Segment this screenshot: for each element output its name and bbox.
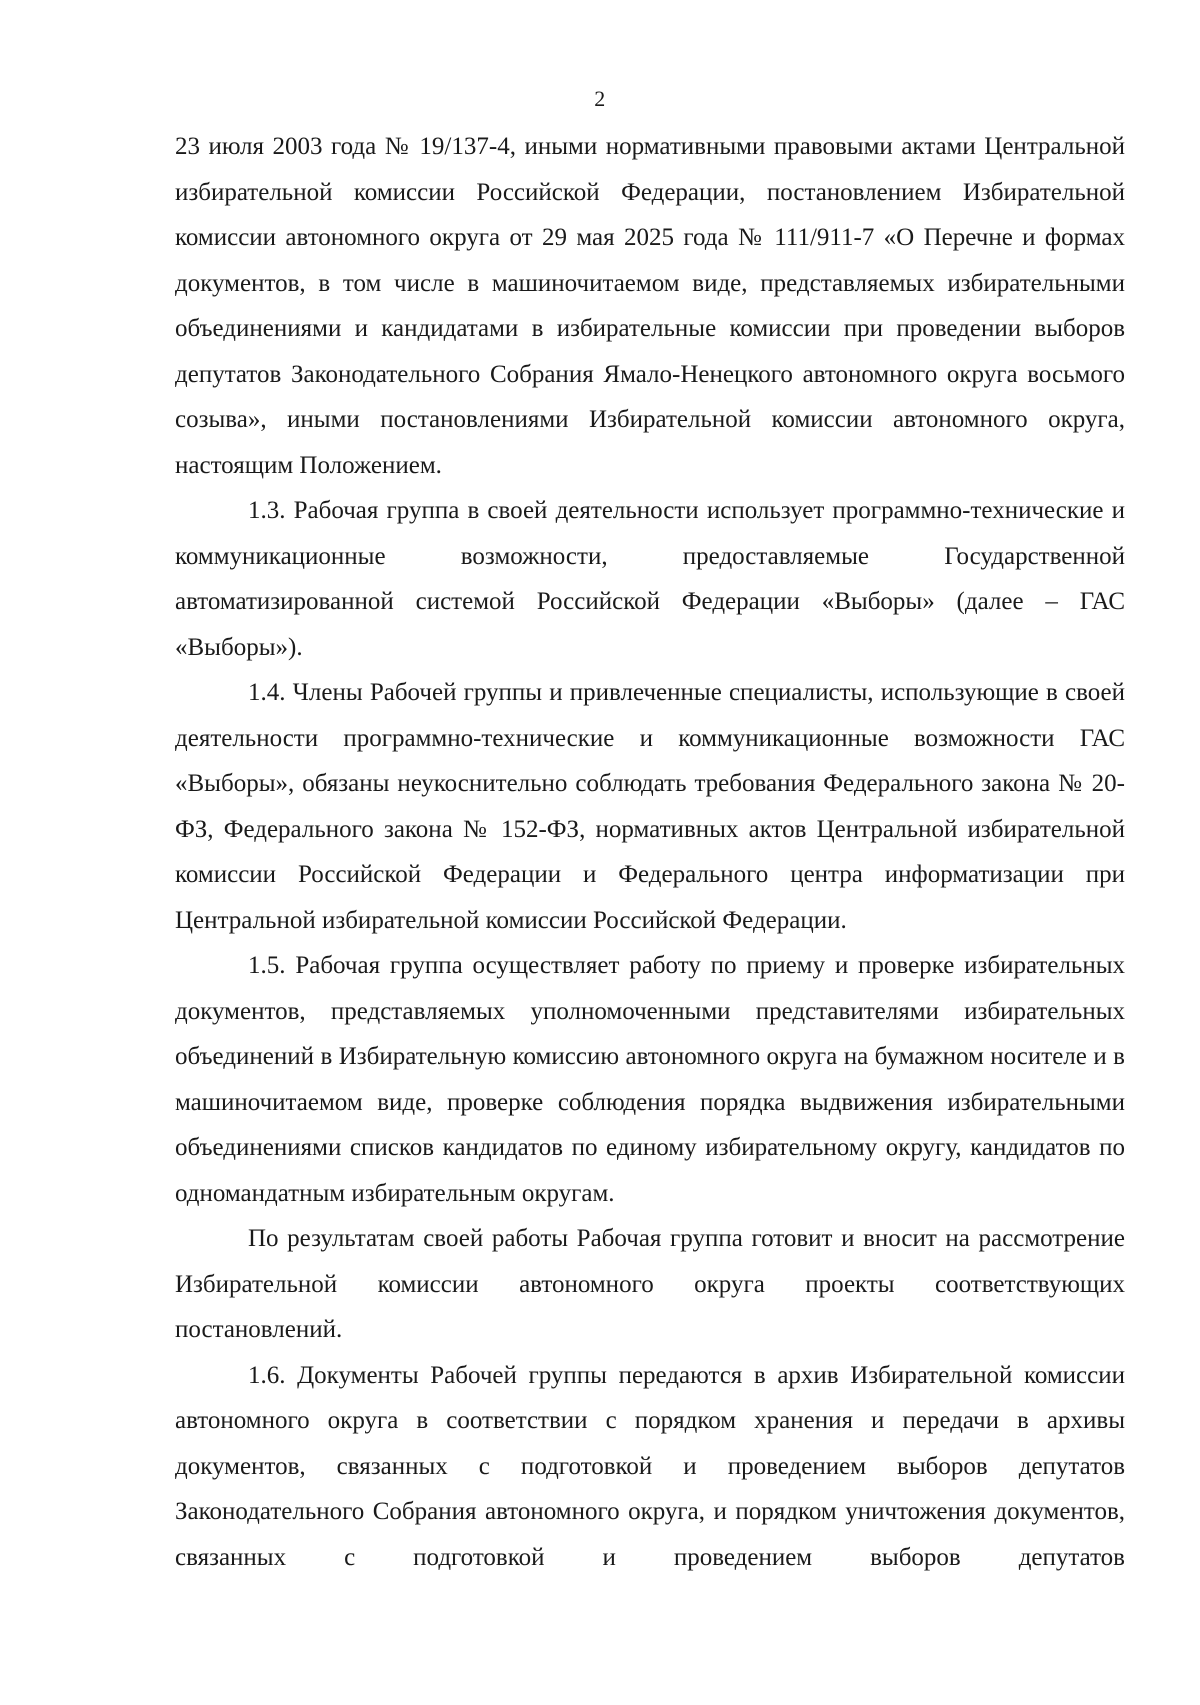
paragraph-continuation: 23 июля 2003 года № 19/137-4, иными нормативными правовыми актами Центральной избирательной комиссии Российской Федерации, постановлением Избирательной комиссии автономного округа от 29 мая 2025 года № 111/911-7 «О Перечне и формах документов, в том числе в машиночитаемом виде, представляемых избирательными объединениями и кандидатами в избирательные комиссии при проведении выборов депутатов Законодательного Собрания Ямало-Ненецкого автономного округа восьмого созыва», иными постановлениями Избирательной комиссии автономного округа, настоящим Положением. bbox=[175, 133, 1125, 479]
document-body bbox=[175, 124, 1125, 1580]
paragraph-section-1-6: 1.6. Документы Рабочей группы передаются в архив Избирательной комиссии автономного округа в соответствии с порядком хранения и передачи в архивы документов, связанных с подготовкой и проведением выборов депутатов Законодательного Собрания автономного округа, и порядком уничтожения документов, связанных с подготовкой и проведением выборов депутатов bbox=[175, 1361, 1125, 1571]
paragraph-results: По результатам своей работы Рабочая группа готовит и вносит на рассмотрение Избирательной комиссии автономного округа проекты соответствующих постановлений. bbox=[175, 1225, 1125, 1343]
page-number: 2 bbox=[594, 86, 606, 111]
paragraph-section-1-4: 1.4. Члены Рабочей группы и привлеченные специалисты, использующие в своей деятельности программно-технические и коммуникационные возможности ГАС «Выборы», обязаны неукоснительно соблюдать требования Федерального закона № 20-ФЗ, Федерального закона № 152-ФЗ, нормативных актов Центральной избирательной комиссии Российской Федерации и Федерального центра информатизации при Центральной избирательной комиссии Российской Федерации. bbox=[175, 679, 1125, 934]
paragraph-section-1-5: 1.5. Рабочая группа осуществляет работу по приему и проверке избирательных документов, представляемых уполномоченными представителями избирательных объединений в Избирательную комиссию автономного округа на бумажном носителе и в машиночитаемом виде, проверке соблюдения порядка выдвижения избирательными объединениями списков кандидатов по единому избирательному округу, кандидатов по одномандатным избирательным округам. bbox=[175, 952, 1125, 1207]
paragraph-section-1-3: 1.3. Рабочая группа в своей деятельности использует программно-технические и коммуникационные возможности, предоставляемые Государственной автоматизированной системой Российской Федерации «Выборы» (далее – ГАС «Выборы»). bbox=[175, 497, 1125, 661]
